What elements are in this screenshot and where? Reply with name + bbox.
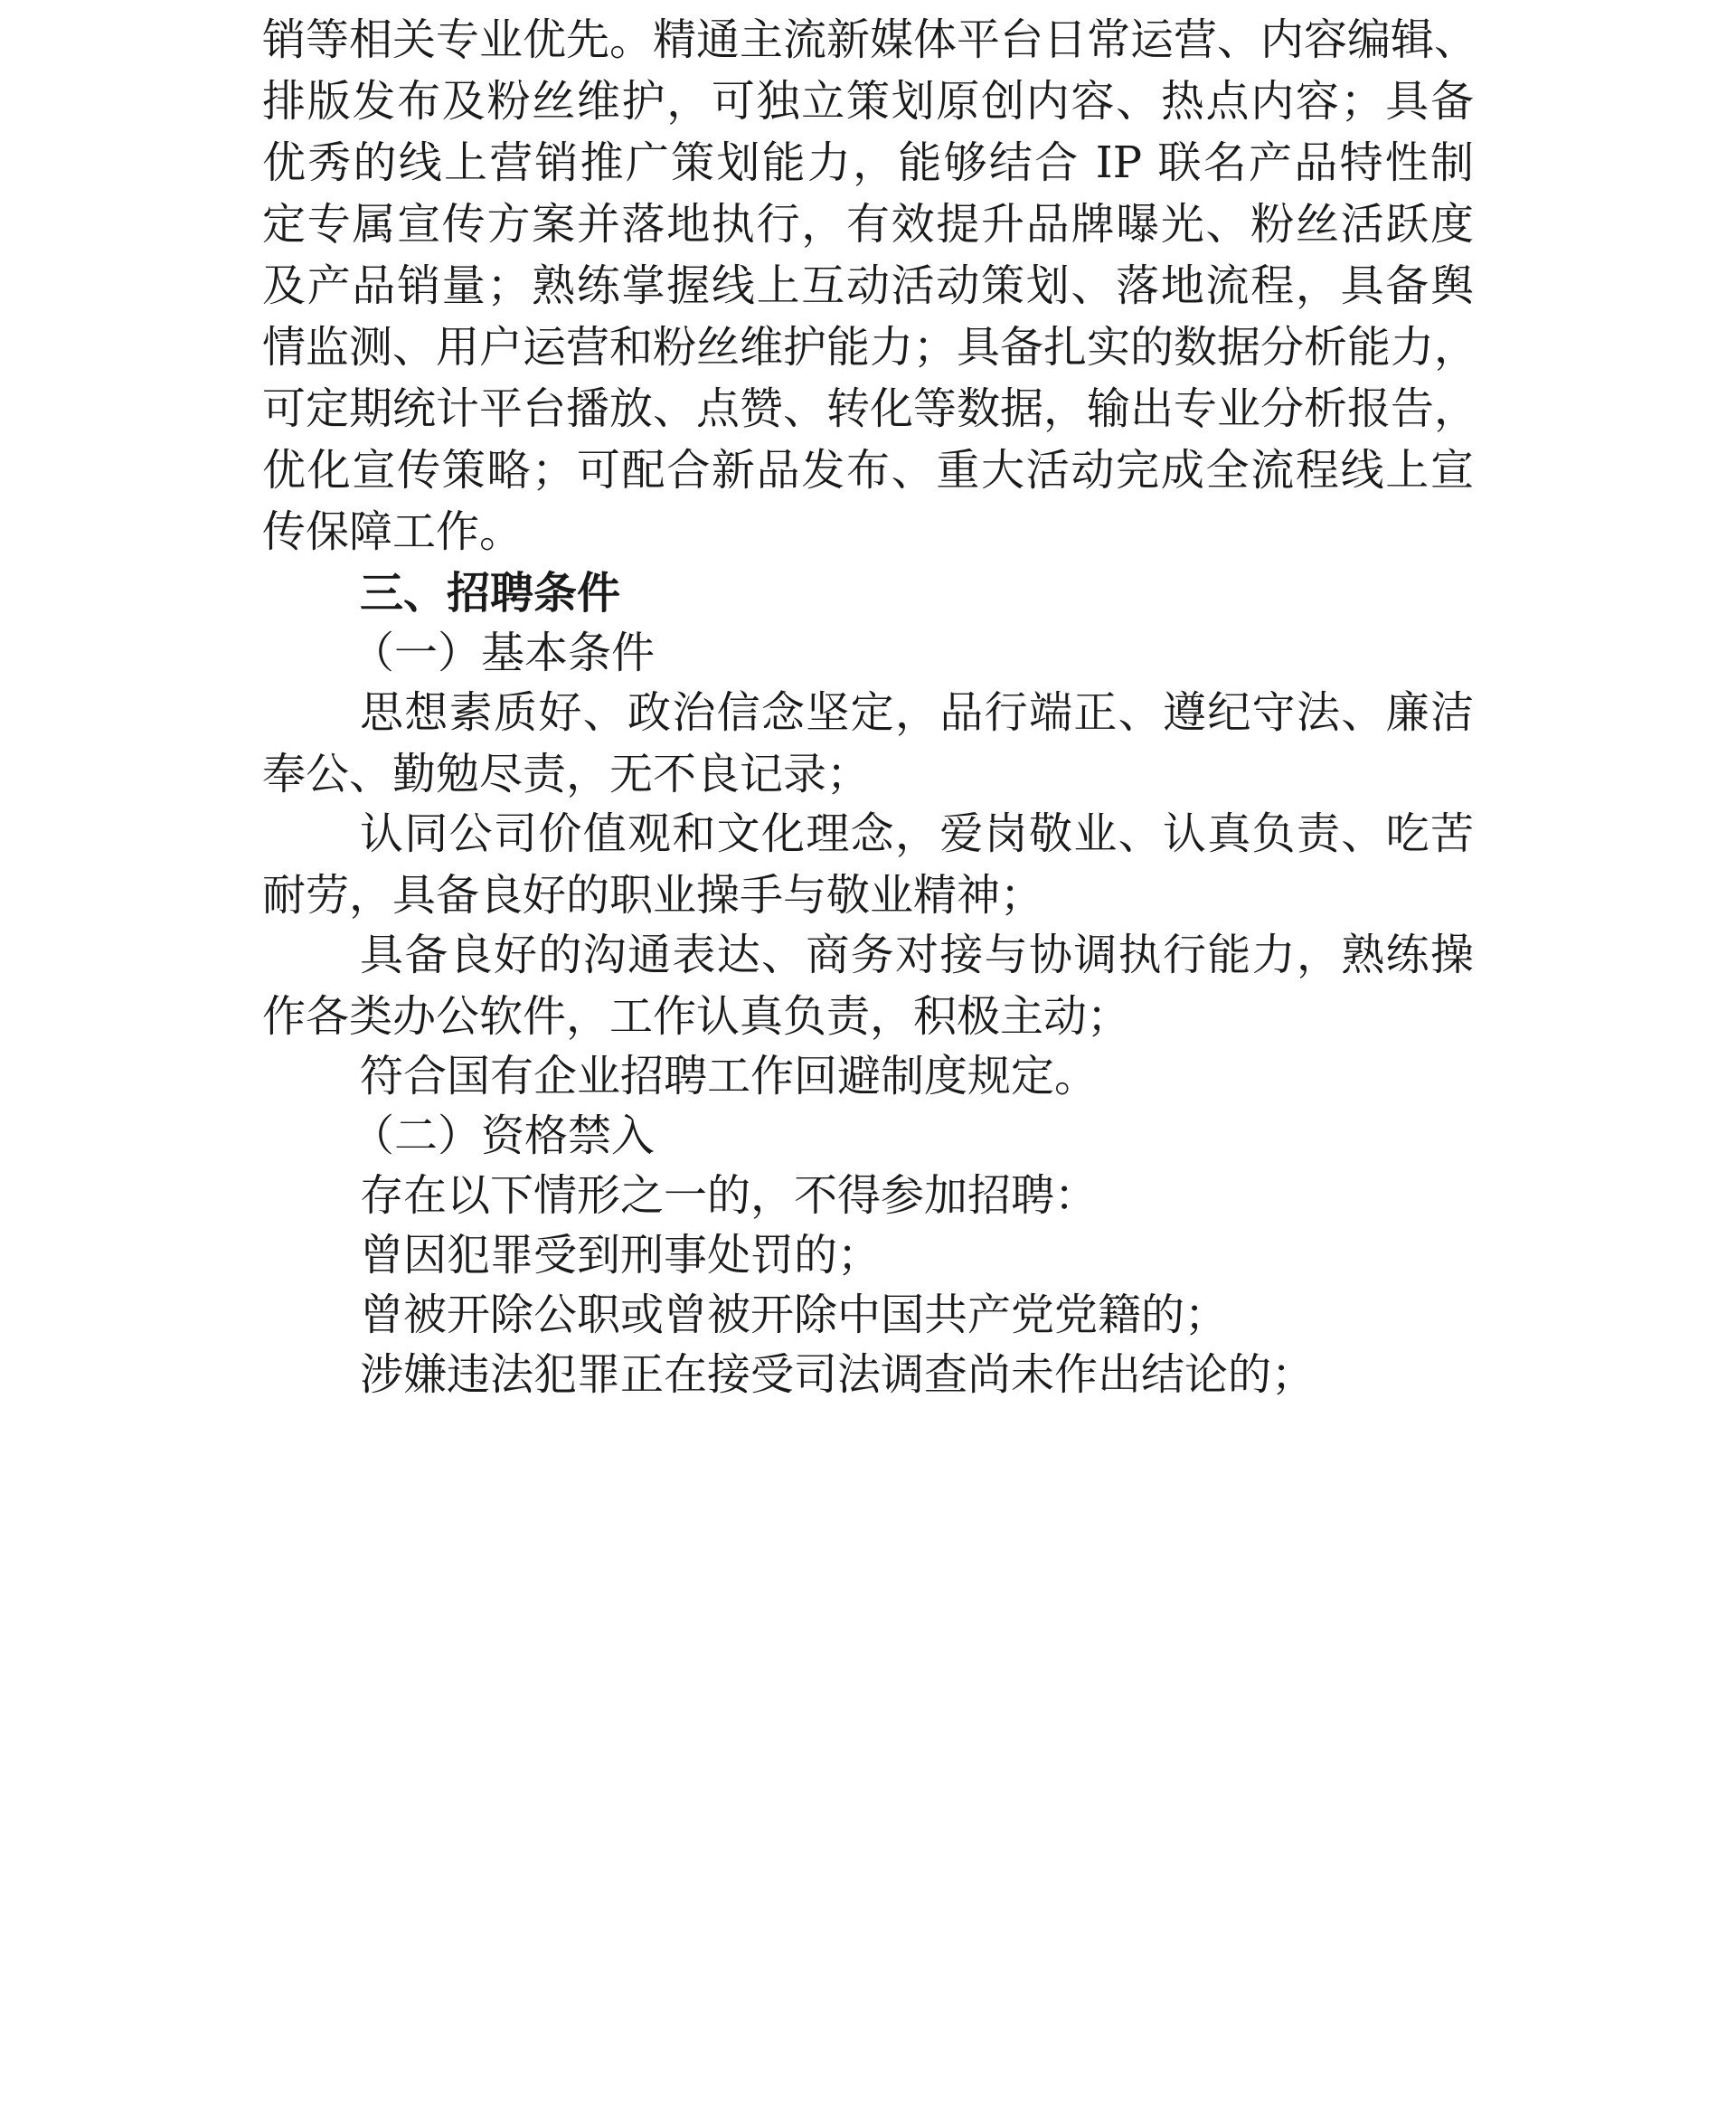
paragraph-line: 情监测、用户运营和粉丝维护能力；具备扎实的数据分析能力， [262,322,1478,373]
list-item: 涉嫌违法犯罪正在接受司法调查尚未作出结论的； [360,1349,1316,1400]
paragraph-line: 作各类办公软件，工作认真负责，积极主动； [262,991,1131,1042]
paragraph-line: 销等相关专业优先。精通主流新媒体平台日常运营、内容编辑、 [262,14,1478,65]
paragraph-line: 排版发布及粉丝维护，可独立策划原创内容、热点内容；具备 [262,76,1474,127]
paragraph-line: 定专属宣传方案并落地执行，有效提升品牌曝光、粉丝活跃度 [262,199,1474,250]
paragraph-line: 及产品销量；熟练掌握线上互动活动策划、落地流程，具备舆 [262,260,1474,311]
subsection-heading: （一）基本条件 [351,628,656,678]
paragraph-line: 思想素质好、政治信念坚定，品行端正、遵纪守法、廉洁 [360,687,1474,738]
paragraph-line: 具备良好的沟通表达、商务对接与协调执行能力，熟练操 [360,930,1474,980]
subsection-heading: （二）资格禁入 [351,1110,656,1161]
list-item: 曾因犯罪受到刑事处罚的； [360,1230,882,1281]
paragraph-line: 符合国有企业招聘工作回避制度规定。 [360,1051,1099,1101]
paragraph-line: 传保障工作。 [262,506,524,557]
section-heading: 三、招聘条件 [360,568,621,619]
paragraph-line: 认同公司价值观和文化理念，爱岗敬业、认真负责、吃苦 [360,808,1474,859]
paragraph-line: 存在以下情形之一的，不得参加招聘： [360,1170,1099,1221]
paragraph-line: 可定期统计平台播放、点赞、转化等数据，输出专业分析报告， [262,383,1478,434]
list-item: 曾被开除公职或曾被开除中国共产党党籍的； [360,1290,1229,1340]
paragraph-line: 优秀的线上营销推广策划能力，能够结合 IP 联名产品特性制 [262,137,1474,188]
paragraph-line: 耐劳，具备良好的职业操手与敬业精神； [262,870,1044,921]
paragraph-line: 奉公、勤勉尽责，无不良记录； [262,749,871,799]
paragraph-line: 优化宣传策略；可配合新品发布、重大活动完成全流程线上宣 [262,445,1474,496]
